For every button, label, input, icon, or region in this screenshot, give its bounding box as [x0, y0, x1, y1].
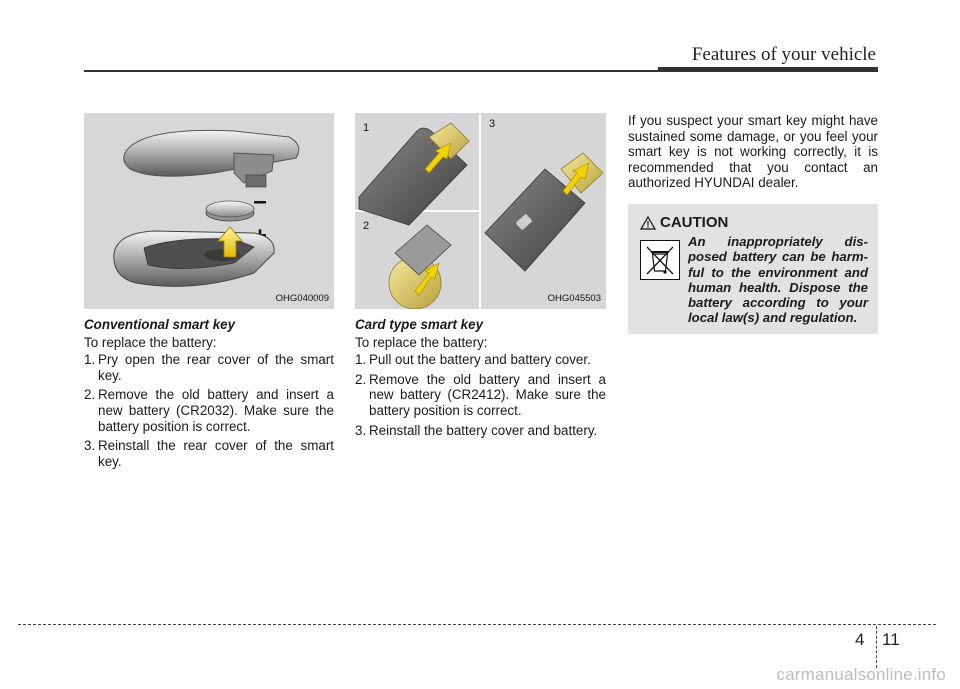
- footer-rule: [18, 624, 936, 625]
- header-rule-accent: [658, 67, 878, 72]
- list-item: 2. Remove the old battery and insert a new battery (CR2412). Make sure the battery position is correct.: [355, 371, 606, 418]
- list-item: 1. Pry open the rear cover of the smart key.: [84, 352, 334, 383]
- warning-triangle-icon: [640, 216, 656, 230]
- figure-code: OHG045503: [547, 291, 602, 307]
- page-number: 11: [882, 630, 900, 649]
- panel-label-2: 2: [363, 220, 370, 232]
- watermark: carmanualsonline.info: [776, 665, 946, 684]
- footer-divider: [876, 626, 877, 668]
- page-header-title: Features of your vehicle: [691, 44, 876, 65]
- card-key-illustration: [355, 113, 606, 309]
- panel-label-1: 1: [363, 122, 370, 134]
- figure-code: OHG040009: [275, 291, 330, 307]
- section-subhead: Card type smart key: [355, 317, 484, 332]
- caution-heading: [640, 214, 728, 231]
- figure-conventional-key: [84, 113, 334, 309]
- column-card-key: [355, 113, 606, 442]
- crossed-bin-disposal-icon: [640, 240, 680, 280]
- step-list: [84, 352, 334, 469]
- section-subhead: Conventional smart key: [84, 317, 236, 332]
- conventional-key-illustration: [84, 113, 334, 309]
- list-item: 3. Reinstall the battery cover and battery.: [355, 422, 598, 438]
- figure-card-key: [355, 113, 606, 309]
- column-notice: [628, 113, 878, 191]
- list-item: 1. Pull out the battery and battery cover.: [355, 352, 591, 368]
- list-item: 2. Remove the old battery and insert a new battery (CR2032). Make sure the battery position is correct.: [84, 387, 334, 434]
- panel-label-3: 3: [489, 118, 496, 130]
- list-item: 3. Reinstall the rear cover of the smart key.: [84, 438, 334, 469]
- caution-title: CAUTION: [660, 214, 729, 231]
- dealer-notice: If you suspect your smart key might have sustained some damage, or you feel your smart key is not working correctly, it is recommended that you contact an authorized HYUNDAI dealer.: [628, 113, 878, 191]
- step-list: [355, 352, 606, 438]
- caution-box: [628, 204, 878, 334]
- intro-text: To replace the battery:: [84, 334, 217, 350]
- caution-text: An inappropriately dis-posed battery can be harm-ful to the environment and human health. Dispose the battery according to your local law(s) and regulation.: [688, 234, 868, 326]
- section-number: 4: [855, 630, 865, 649]
- column-conventional-key: [84, 113, 334, 473]
- intro-text: To replace the battery:: [355, 334, 488, 350]
